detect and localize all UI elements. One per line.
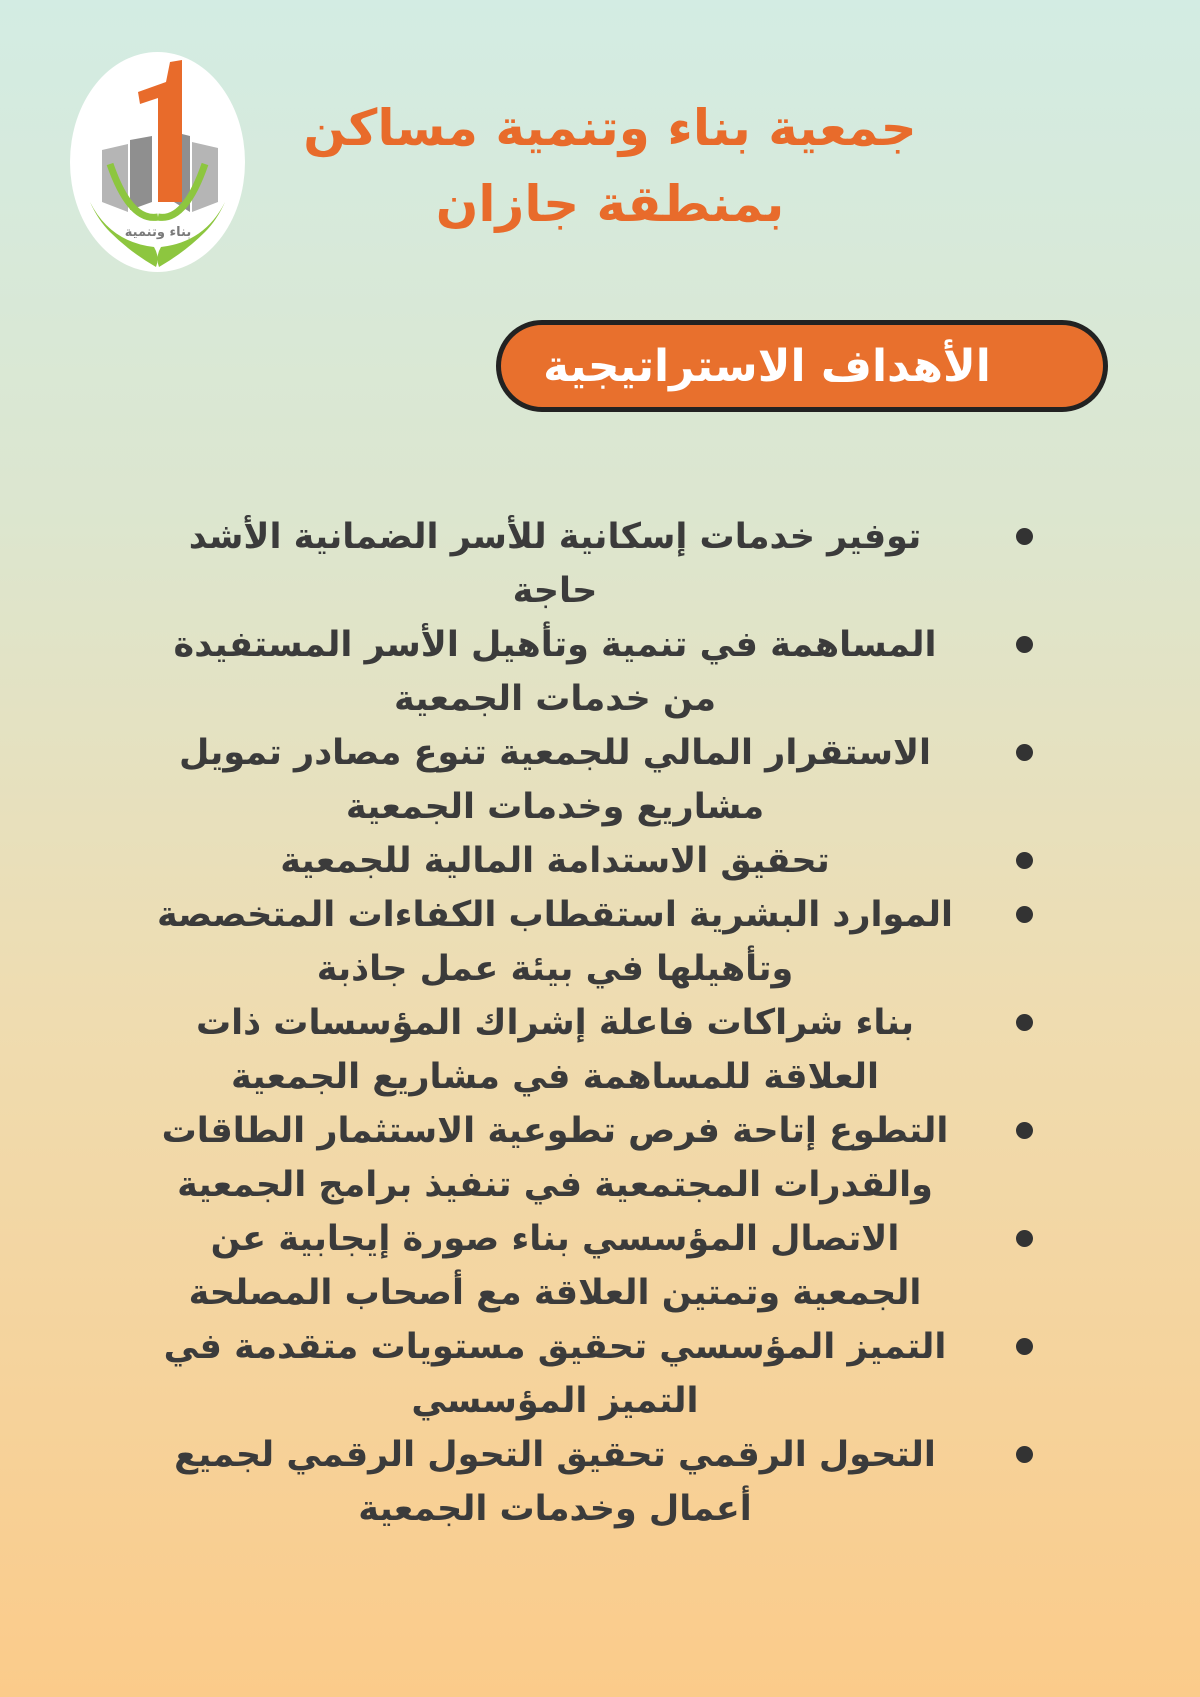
bullet-icon [1016, 906, 1033, 923]
bullet-icon [1016, 1230, 1033, 1247]
goal-text: الاتصال المؤسسي بناء صورة إيجابية عن الجمعية وتمتين العلاقة مع أصحاب المصلحة [188, 1219, 922, 1313]
list-item [150, 1320, 1045, 1428]
strategic-goals-list [150, 510, 1045, 1536]
bullet-icon [1016, 528, 1033, 545]
section-title: الأهداف الاستراتيجية [543, 340, 991, 392]
bullet-icon [1016, 1338, 1033, 1355]
goal-text: الموارد البشرية استقطاب الكفاءات المتخصصة وتأهيلها في بيئة عمل جاذبة [156, 895, 954, 989]
goal-text: توفير خدمات إسكانية للأسر الضمانية الأشد حاجة [188, 517, 922, 611]
list-item [150, 726, 1045, 834]
goal-text: الاستقرار المالي للجمعية تنوع مصادر تمويل مشاريع وخدمات الجمعية [178, 733, 932, 827]
list-item [150, 1428, 1045, 1536]
goal-text: المساهمة في تنمية وتأهيل الأسر المستفيدة من خدمات الجمعية [173, 625, 937, 719]
bullet-icon [1016, 744, 1033, 761]
bullet-icon [1016, 1122, 1033, 1139]
bullet-icon [1016, 636, 1033, 653]
goal-text: بناء شراكات فاعلة إشراك المؤسسات ذات العلاقة للمساهمة في مشاريع الجمعية [195, 1003, 914, 1097]
organization-logo [70, 52, 245, 272]
list-item [150, 834, 1045, 888]
list-item [150, 888, 1045, 996]
list-item [150, 1212, 1045, 1320]
list-item [150, 510, 1045, 618]
list-item [150, 1104, 1045, 1212]
goal-text: التحول الرقمي تحقيق التحول الرقمي لجميع أعمال وخدمات الجمعية [174, 1435, 936, 1529]
logo-building-mid-left [130, 136, 152, 210]
goal-text: تحقيق الاستدامة المالية للجمعية [280, 841, 830, 881]
bullet-icon [1016, 1014, 1033, 1031]
logo-building-right [192, 142, 218, 212]
organization-title-line-1: جمعية بناء وتنمية مساكن [303, 99, 917, 157]
list-item [150, 618, 1045, 726]
logo-graphic [70, 52, 245, 272]
section-title-pill [496, 320, 1108, 412]
organization-title-line-2: بمنطقة جازان [435, 175, 785, 233]
bullet-icon [1016, 852, 1033, 869]
list-item [150, 996, 1045, 1104]
bullet-icon [1016, 1446, 1033, 1463]
logo-text: بناء وتنمية [124, 225, 192, 240]
goal-text: التميز المؤسسي تحقيق مستويات متقدمة في التميز المؤسسي [163, 1327, 947, 1421]
goal-text: التطوع إتاحة فرص تطوعية الاستثمار الطاقات والقدرات المجتمعية في تنفيذ برامج الجمعية [161, 1111, 949, 1205]
